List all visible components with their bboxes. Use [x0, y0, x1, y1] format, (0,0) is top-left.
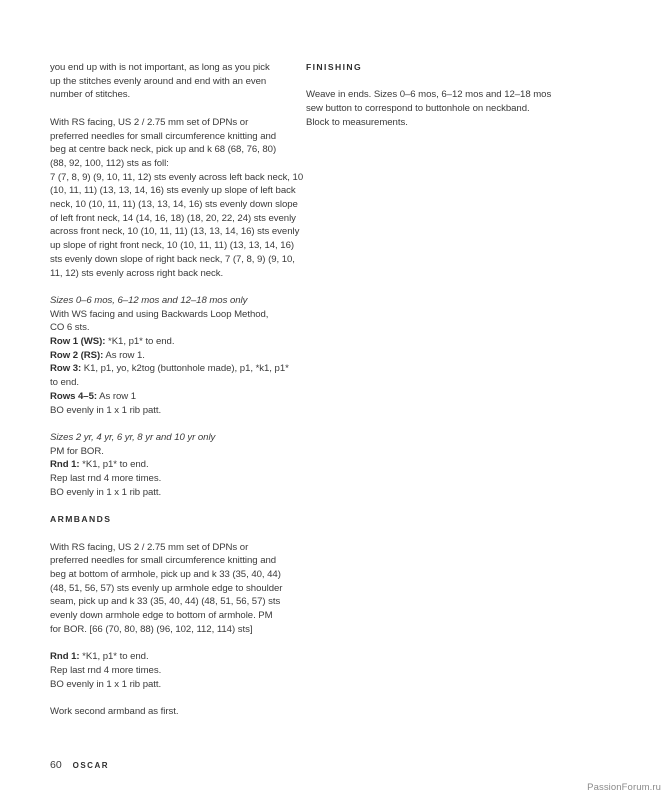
- neckband-line: preferred needles for small circumference knitting and: [50, 130, 277, 142]
- row-3-instruction: [50, 362, 295, 376]
- finishing-line: Block to measurements.: [306, 116, 408, 128]
- neckband-line: sts evenly down slope of right back neck, 7 (7, 8, 9) (9, 10,: [50, 253, 295, 265]
- row-label: Row 1 (WS):: [50, 336, 106, 348]
- rnd-text: *K1, p1* to end.: [79, 651, 149, 663]
- bind-off-line: BO evenly in 1 x 1 rib patt.: [50, 404, 162, 416]
- armband-rnd-1-instruction: [50, 650, 295, 664]
- finishing-heading: FINISHING: [306, 62, 363, 72]
- rnd-label: Rnd 1:: [50, 459, 80, 471]
- bind-off-line: BO evenly in 1 x 1 rib patt.: [50, 678, 162, 690]
- armband-line: for BOR. [66 (70, 80, 88) (96, 102, 112, 114) sts]: [50, 623, 253, 635]
- armbands-heading: ARMBANDS: [50, 514, 112, 525]
- repeat-line: Rep last rnd 4 more times.: [50, 473, 162, 485]
- row-text: K1, p1, yo, k2tog (buttonhole made), p1, *k1, p1*: [81, 363, 289, 375]
- intro-line: number of stitches.: [50, 89, 131, 101]
- row-text: *K1, p1* to end.: [105, 336, 175, 348]
- neckband-line: beg at centre back neck, pick up and k 68 (68, 76, 80): [50, 144, 277, 156]
- row-label: Row 3:: [50, 363, 82, 375]
- rnd-text: *K1, p1* to end.: [79, 459, 149, 471]
- page-footer: [50, 759, 109, 771]
- armband-line: beg at bottom of armhole, pick up and k 33 (35, 40, 44): [50, 568, 281, 580]
- rnd-1-instruction: [50, 458, 295, 472]
- bind-off-line: BO evenly in 1 x 1 rib patt.: [50, 486, 162, 498]
- neckband-line: neck, 10 (10, 11, 11) (13, 13, 14, 16) sts evenly down slope: [50, 199, 298, 211]
- large-sizes-heading: Sizes 2 yr, 4 yr, 6 yr, 8 yr and 10 yr only: [50, 431, 216, 443]
- small-sizes-line: With WS facing and using Backwards Loop Method,: [50, 308, 269, 320]
- armband-line: With RS facing, US 2 / 2.75 mm set of DPNs or: [50, 541, 249, 553]
- second-armband-line: Work second armband as first.: [50, 705, 179, 717]
- armband-line: preferred needles for small circumference knitting and: [50, 555, 277, 567]
- small-sizes-line: CO 6 sts.: [50, 322, 90, 334]
- row-text: As row 1.: [103, 349, 145, 361]
- row-2-instruction: [50, 349, 295, 363]
- small-sizes-heading: Sizes 0–6 mos, 6–12 mos and 12–18 mos only: [50, 294, 248, 306]
- armband-line: evenly down armhole edge to bottom of armhole. PM: [50, 610, 273, 622]
- pattern-title: OSCAR: [72, 761, 109, 770]
- page-number: 60: [50, 759, 62, 771]
- neckband-line: (88, 92, 100, 112) sts as foll:: [50, 157, 169, 169]
- rnd-label: Rnd 1:: [50, 651, 80, 663]
- neckband-line: across front neck, 10 (10, 11, 11) (13, 13, 14, 16) sts evenly: [50, 226, 300, 238]
- row-3-continuation: to end.: [50, 377, 79, 389]
- site-watermark: PassionForum.ru: [587, 782, 661, 793]
- row-1-instruction: [50, 335, 295, 349]
- armband-line: (48, 51, 56, 57) sts evenly up armhole edge to shoulder: [50, 582, 283, 594]
- pm-line: PM for BOR.: [50, 445, 104, 457]
- neckband-line: (10, 11, 11) (13, 13, 14, 16) sts evenly up slope of left back: [50, 185, 296, 197]
- row-text: As row 1: [97, 390, 137, 402]
- armband-line: seam, pick up and k 33 (35, 40, 44) (48, 51, 56, 57) sts: [50, 596, 281, 608]
- row-label: Rows 4–5:: [50, 390, 98, 402]
- row-label: Row 2 (RS):: [50, 349, 104, 361]
- neckband-line: up slope of right front neck, 10 (10, 11, 11) (13, 13, 14, 16): [50, 240, 294, 252]
- finishing-line: Weave in ends. Sizes 0–6 mos, 6–12 mos and 12–18 mos: [306, 89, 552, 101]
- neckband-line: With RS facing, US 2 / 2.75 mm set of DPNs or: [50, 116, 249, 128]
- left-column: [50, 61, 304, 719]
- neckband-line: 7 (7, 8, 9) (9, 10, 11, 12) sts evenly across left back neck, 10: [50, 171, 304, 183]
- rows-4-5-instruction: [50, 390, 295, 404]
- intro-line: you end up with is not important, as long as you pick: [50, 62, 270, 73]
- neckband-line: 11, 12) sts evenly across right back neck.: [50, 267, 224, 279]
- repeat-line: Rep last rnd 4 more times.: [50, 664, 162, 676]
- finishing-line: sew button to correspond to buttonhole on neckband.: [306, 103, 530, 115]
- right-column: [306, 61, 556, 130]
- intro-line: up the stitches evenly around and end with an even: [50, 75, 267, 87]
- neckband-line: of left front neck, 14 (14, 16, 18) (18, 20, 22, 24) sts evenly: [50, 212, 296, 224]
